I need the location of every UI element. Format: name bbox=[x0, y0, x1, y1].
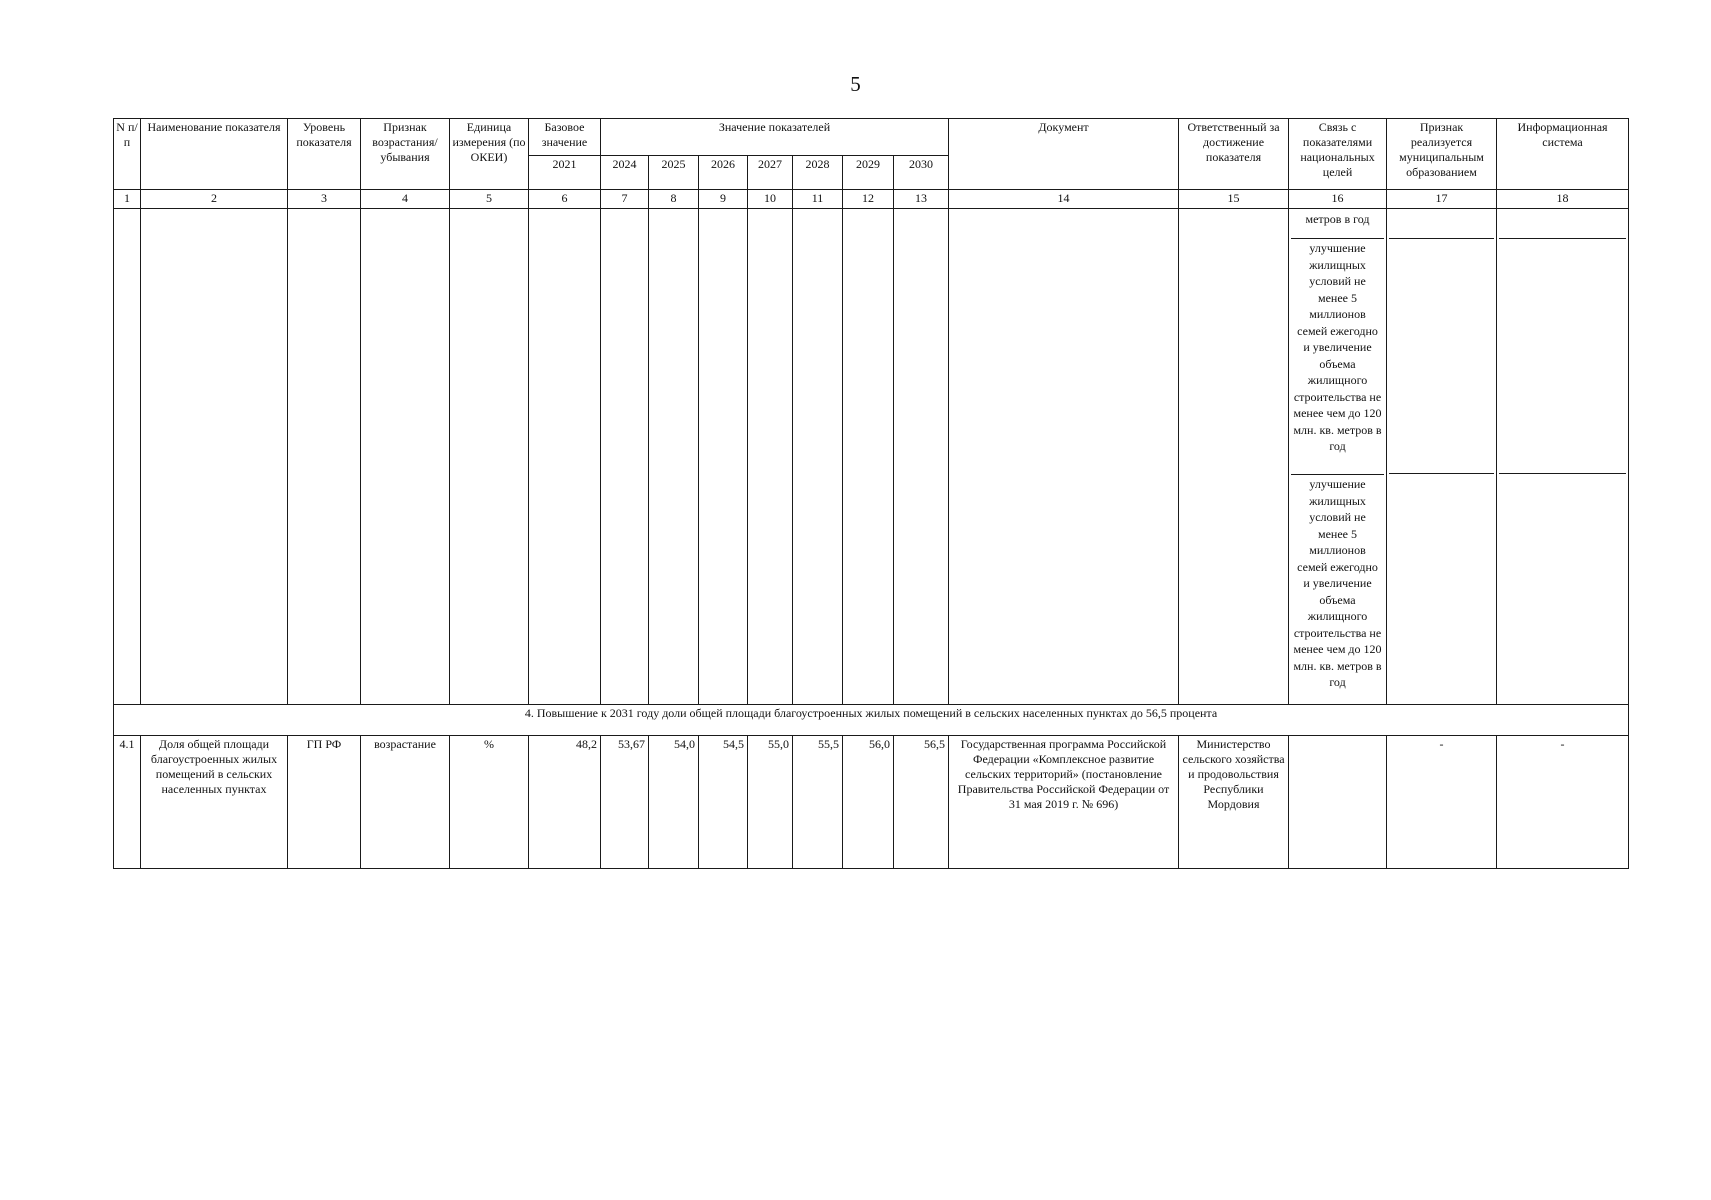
header-base: Базовое значение bbox=[529, 119, 601, 156]
column-number: 6 bbox=[529, 190, 601, 209]
page-number: 5 bbox=[850, 72, 861, 96]
national-goals-link-cell bbox=[1289, 736, 1387, 869]
header-row bbox=[114, 119, 1629, 156]
column-number: 16 bbox=[1289, 190, 1387, 209]
year-value: 56,5 bbox=[894, 736, 949, 869]
column-number: 2 bbox=[141, 190, 288, 209]
header-municipal: Признак реализуется муниципальным образованием bbox=[1387, 119, 1497, 190]
header-year: 2028 bbox=[793, 156, 843, 190]
national-goals-link-cell bbox=[1289, 209, 1387, 705]
empty-subcell bbox=[1389, 474, 1494, 703]
empty-subcell bbox=[1499, 210, 1626, 239]
empty-subcell bbox=[1499, 474, 1626, 703]
header-base-year: 2021 bbox=[529, 156, 601, 190]
empty-cell bbox=[843, 209, 894, 705]
indicator-sign: возрастание bbox=[361, 736, 450, 869]
column-numbers-row bbox=[114, 190, 1629, 209]
header-document: Документ bbox=[949, 119, 1179, 190]
empty-subcell bbox=[1389, 210, 1494, 239]
header-responsible: Ответственный за достижение показателя bbox=[1179, 119, 1289, 190]
empty-cell bbox=[288, 209, 361, 705]
indicator-unit: % bbox=[450, 736, 529, 869]
section-row bbox=[114, 705, 1629, 736]
empty-subcell bbox=[1389, 239, 1494, 474]
info-system-cell bbox=[1497, 209, 1629, 705]
column-number: 10 bbox=[748, 190, 793, 209]
empty-cell bbox=[1179, 209, 1289, 705]
empty-cell bbox=[793, 209, 843, 705]
header-values: Значение показателей bbox=[601, 119, 949, 156]
column-number: 13 bbox=[894, 190, 949, 209]
header-link: Связь с показателями национальных целей bbox=[1289, 119, 1387, 190]
year-value: 54,0 bbox=[649, 736, 699, 869]
empty-cell bbox=[361, 209, 450, 705]
empty-cell bbox=[748, 209, 793, 705]
column-number: 5 bbox=[450, 190, 529, 209]
header-level: Уровень показателя bbox=[288, 119, 361, 190]
column-number: 7 bbox=[601, 190, 649, 209]
municipal-cell: - bbox=[1387, 736, 1497, 869]
header-unit: Единица измерения (по ОКЕИ) bbox=[450, 119, 529, 190]
column-number: 8 bbox=[649, 190, 699, 209]
year-value: 53,67 bbox=[601, 736, 649, 869]
header-year: 2024 bbox=[601, 156, 649, 190]
row-number: 4.1 bbox=[114, 736, 141, 869]
column-number: 3 bbox=[288, 190, 361, 209]
header-year: 2030 bbox=[894, 156, 949, 190]
municipal-cell bbox=[1387, 209, 1497, 705]
header-year: 2025 bbox=[649, 156, 699, 190]
empty-cell bbox=[601, 209, 649, 705]
header-name: Наименование показателя bbox=[141, 119, 288, 190]
document-cell: Государственная программа Российской Федерации «Комплексное развитие сельских территорий» (постановление Правительства Российской Федерации от 31 мая 2019 г. № 696) bbox=[949, 736, 1179, 869]
indicators-table bbox=[113, 118, 1629, 869]
empty-cell bbox=[114, 209, 141, 705]
link-text-bottom: улучшение жилищных условий не менее 5 миллионов семей ежегодно и увеличение объема жилищного строительства не менее чем до 120 млн. кв. метров в год bbox=[1293, 477, 1382, 689]
empty-cell bbox=[894, 209, 949, 705]
empty-cell bbox=[949, 209, 1179, 705]
info-system-cell: - bbox=[1497, 736, 1629, 869]
year-value: 56,0 bbox=[843, 736, 894, 869]
continuation-row bbox=[114, 209, 1629, 705]
section-title: 4. Повышение к 2031 году доли общей площади благоустроенных жилых помещений в сельских населенных пунктах до 56,5 процента bbox=[114, 705, 1629, 736]
link-text-top: метров в год bbox=[1291, 210, 1384, 239]
column-number: 11 bbox=[793, 190, 843, 209]
column-number: 14 bbox=[949, 190, 1179, 209]
header-year: 2027 bbox=[748, 156, 793, 190]
column-number: 12 bbox=[843, 190, 894, 209]
column-number: 15 bbox=[1179, 190, 1289, 209]
column-number: 9 bbox=[699, 190, 748, 209]
year-value: 54,5 bbox=[699, 736, 748, 869]
empty-cell bbox=[649, 209, 699, 705]
empty-cell bbox=[699, 209, 748, 705]
header-n: N п/п bbox=[114, 119, 141, 190]
header-sign: Признак возрастания/ убывания bbox=[361, 119, 450, 190]
header-info-system: Информационная система bbox=[1497, 119, 1629, 190]
column-number: 17 bbox=[1387, 190, 1497, 209]
link-text-middle: улучшение жилищных условий не менее 5 миллионов семей ежегодно и увеличение объема жилищного строительства не менее чем до 120 млн. кв. метров в год bbox=[1291, 239, 1384, 475]
base-value: 48,2 bbox=[529, 736, 601, 869]
empty-cell bbox=[529, 209, 601, 705]
indicator-name: Доля общей площади благоустроенных жилых помещений в сельских населенных пунктах bbox=[141, 736, 288, 869]
year-value: 55,5 bbox=[793, 736, 843, 869]
header-year: 2026 bbox=[699, 156, 748, 190]
column-number: 1 bbox=[114, 190, 141, 209]
empty-subcell bbox=[1499, 239, 1626, 474]
empty-cell bbox=[141, 209, 288, 705]
responsible-cell: Министерство сельского хозяйства и продовольствия Республики Мордовия bbox=[1179, 736, 1289, 869]
column-number: 18 bbox=[1497, 190, 1629, 209]
header-year: 2029 bbox=[843, 156, 894, 190]
column-number: 4 bbox=[361, 190, 450, 209]
year-value: 55,0 bbox=[748, 736, 793, 869]
table-row bbox=[114, 736, 1629, 869]
empty-cell bbox=[450, 209, 529, 705]
indicator-level: ГП РФ bbox=[288, 736, 361, 869]
